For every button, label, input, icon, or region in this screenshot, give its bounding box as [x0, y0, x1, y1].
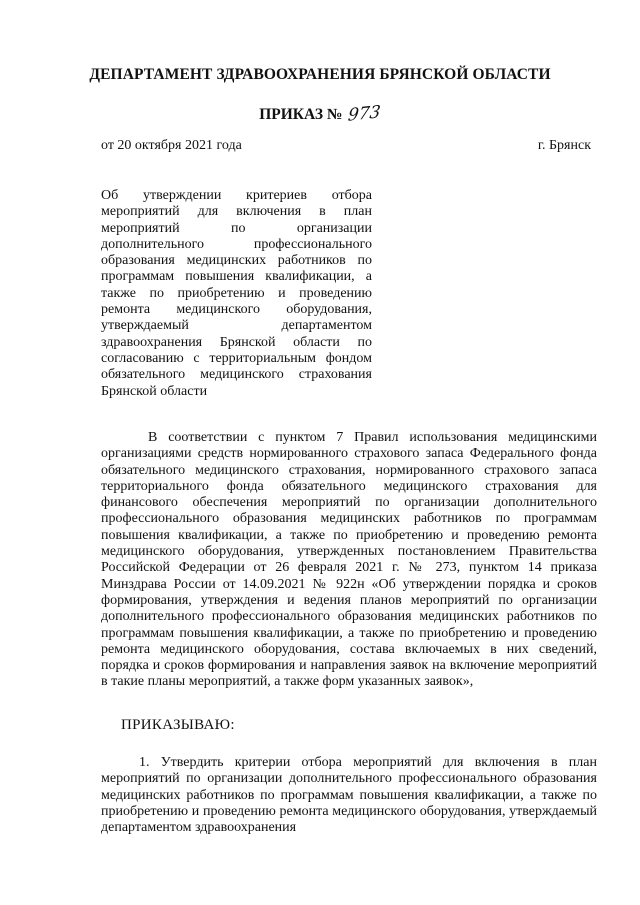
order-city: г. Брянск	[537, 138, 591, 153]
decree-word: ПРИКАЗЫВАЮ:	[121, 717, 235, 733]
order-item-1-text: 1. Утвердить критерии отбора мероприятий для включения в план мероприятий по организации дополнительного профессионального образования медицинских работников по программам повышения квалификации, а также по приобретению и проведению ремонта медицинского оборудования, утверждаемый департаментом здравоохранения	[101, 755, 597, 836]
order-number-handwritten: 973	[347, 102, 382, 126]
order-item-1	[101, 755, 597, 836]
order-label: ПРИКАЗ №	[259, 106, 343, 123]
preamble-paragraph: В соответствии с пунктом 7 Правил использования медицинскими организациями средств нормированного страхового запаса Федерального фонда обязательного медицинского страхования, нормированного страхового запаса территориального фонда обязательного медицинского страхования для финансового обеспечения мероприятий по организации дополнительного профессионального образования медицинских работников по программам повышения квалификации, а также по приобретению и проведению ремонта медицинского оборудования, утвержденных постановлением Правительства Российской Федерации от 26 февраля 2021 г. № 273, пунктом 14 приказа Минздрава России от 14.09.2021 № 922н «Об утверждении порядка и сроков формирования, утверждения и ведения планов мероприятий по организации дополнительного профессионального образования медицинских работников по программам повышения квалификации, а также по приобретению и проведению ремонта медицинского оборудования, состава включаемых в них сведений, порядка и сроков формирования и направления заявок на включение мероприятий в такие планы мероприятий, а также форм указанных заявок»,	[101, 430, 597, 690]
order-heading	[0, 104, 640, 124]
department-heading: ДЕПАРТАМЕНТ ЗДРАВООХРАНЕНИЯ БРЯНСКОЙ ОБЛАСТИ	[89, 66, 551, 83]
order-date: от 20 октября 2021 года	[101, 138, 242, 153]
order-subject: Об утверждении критериев отбора мероприятий для включения в план мероприятий по организации дополнительного профессионального образования медицинских работников по программам повышения квалификации, а также по приобретению и проведению ремонта медицинского оборудования, утверждаемый департаментом здравоохранения Брянской области по согласованию с территориальным фондом обязательного медицинского страхования Брянской области	[101, 188, 372, 399]
preamble	[101, 430, 597, 691]
